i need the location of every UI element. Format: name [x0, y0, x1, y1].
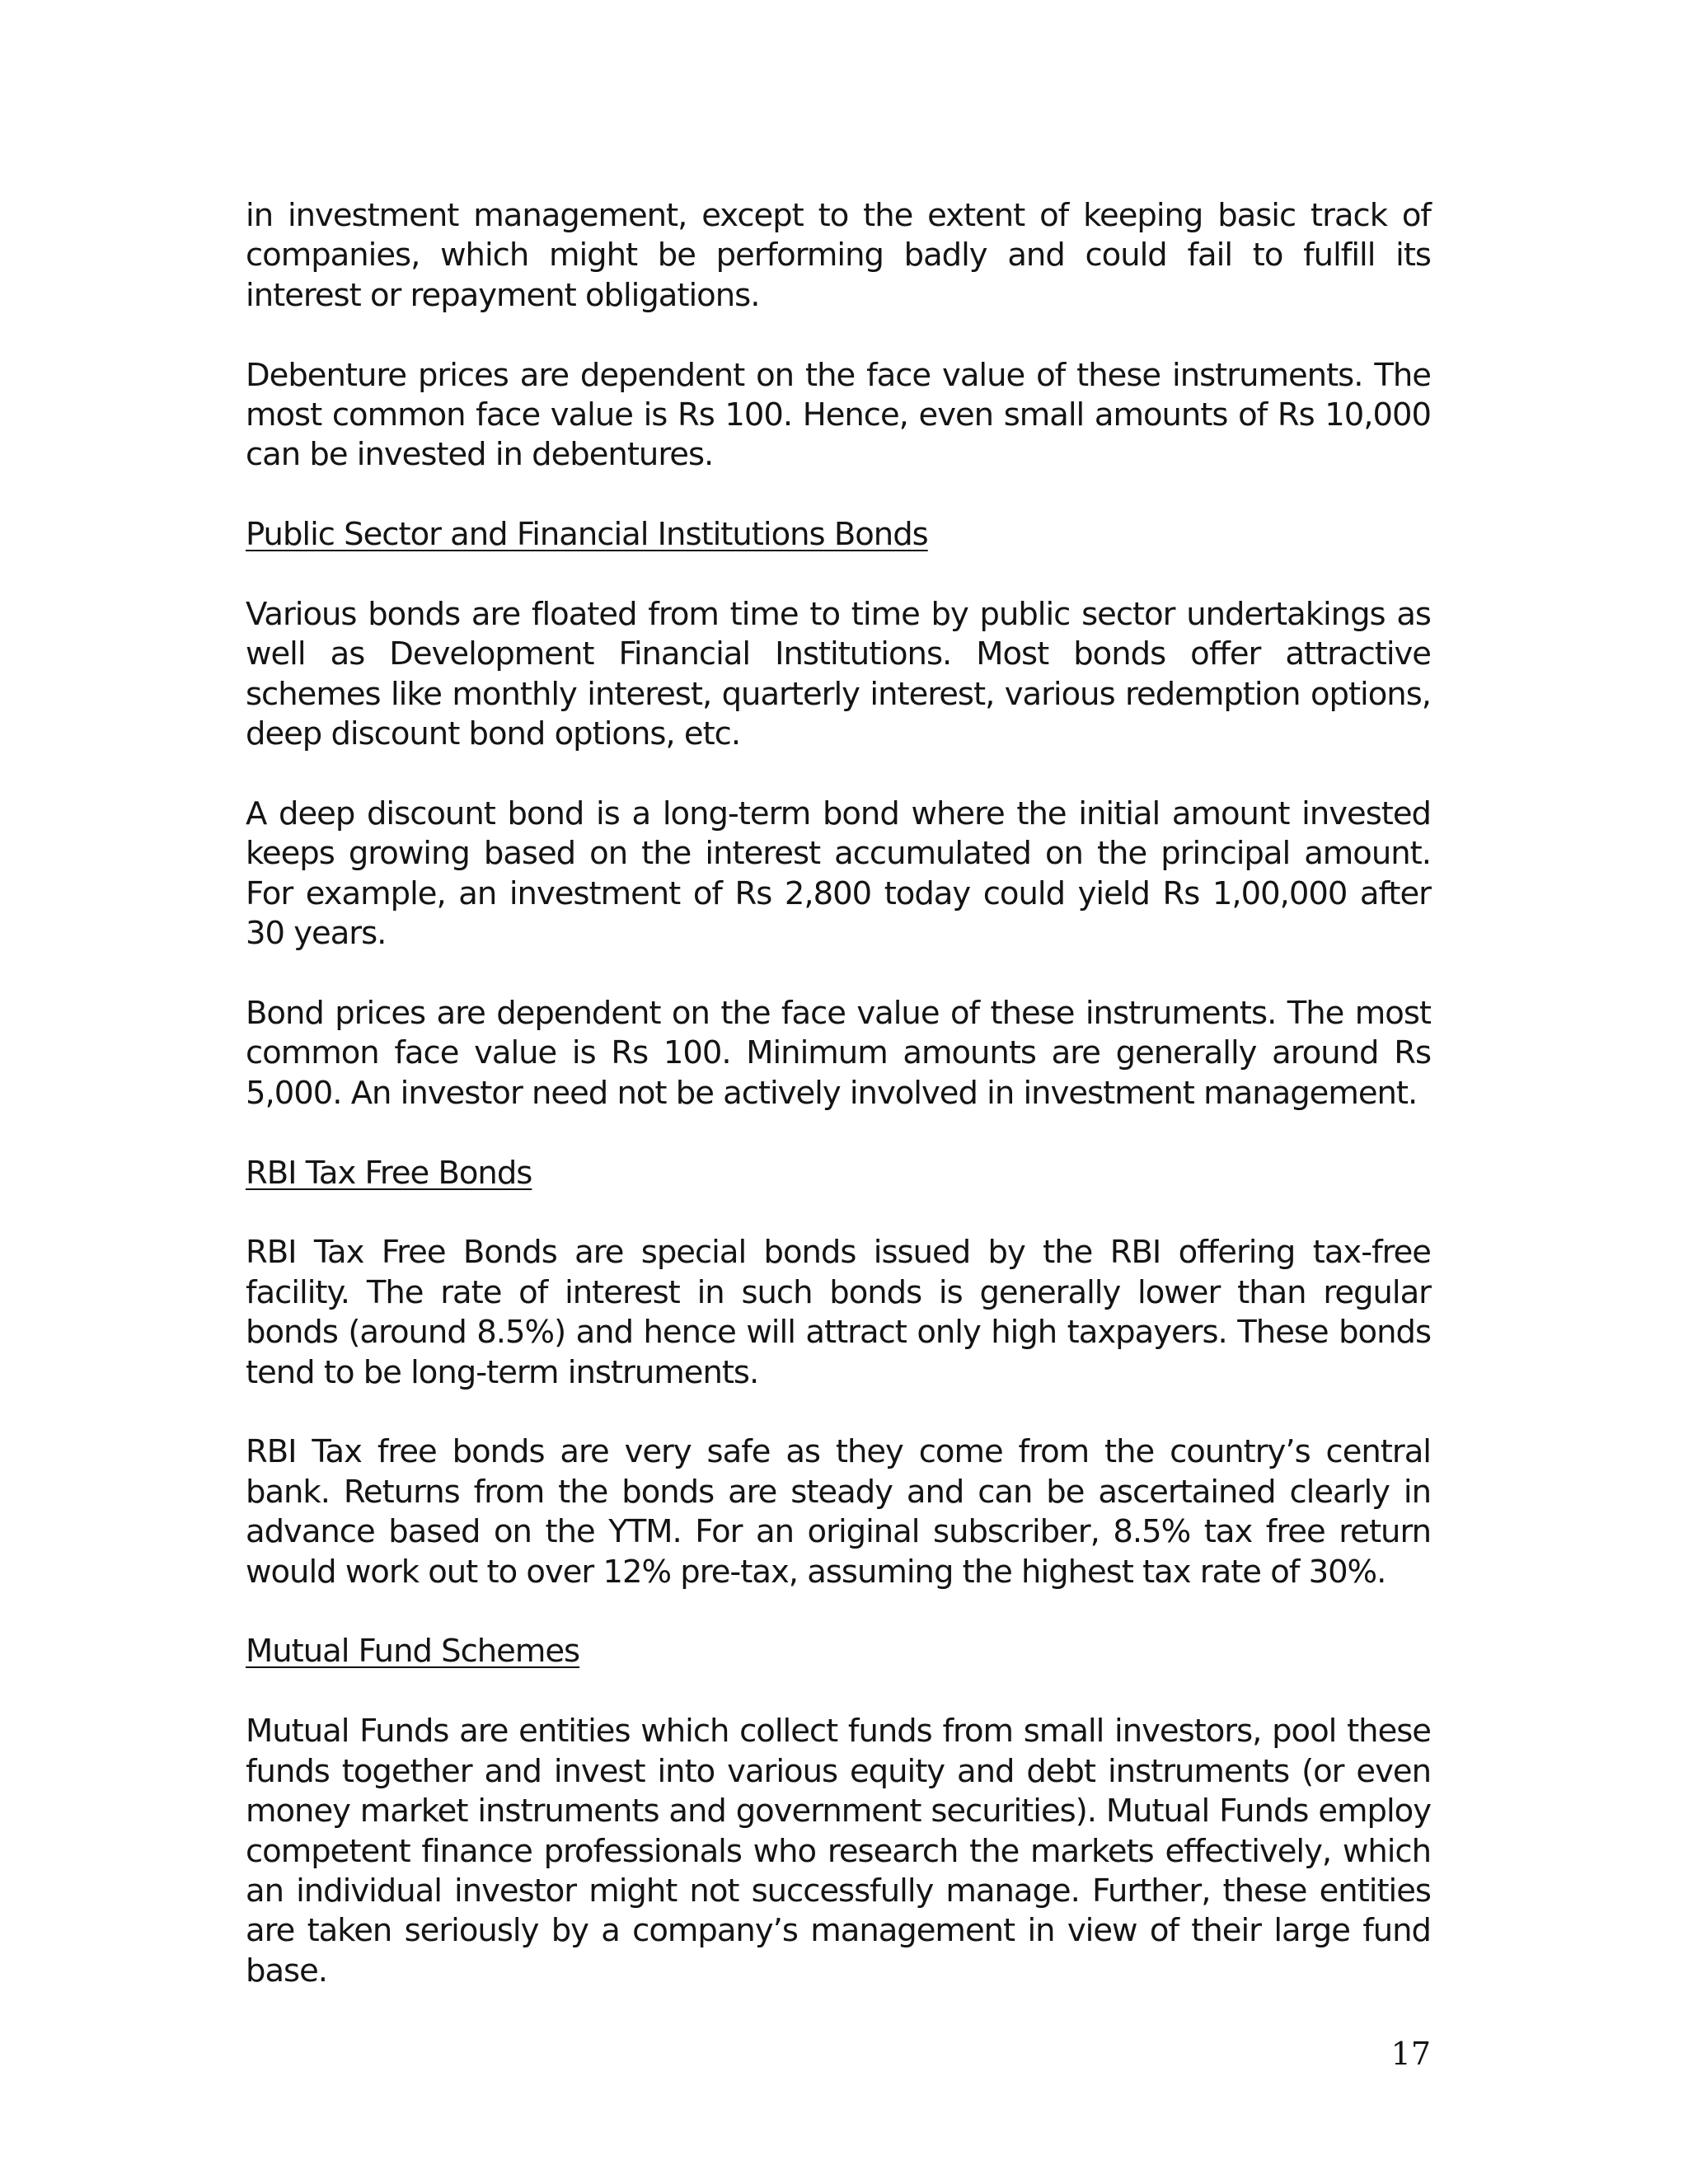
page-content	[246, 196, 1431, 2032]
paragraph-various-bonds: Various bonds are floated from time to time by public sector undertakings as well as Development Financial Institutions. Most bonds offer attractive schemes like monthly interest, quarterly interest, various redemption options, deep discount bond options, etc.	[246, 596, 1431, 753]
paragraph-bond-prices: Bond prices are dependent on the face value of these instruments. The most common face value is Rs 100. Minimum amounts are generally around Rs 5,000. An investor need not be actively involved in investment management.	[246, 995, 1431, 1112]
paragraph-rbi-safety: RBI Tax free bonds are very safe as they come from the country’s central bank. Returns from the bonds are steady and can be ascertained clearly in advance based on the YTM. For an original subscriber, 8.5% tax free return would work out to over 12% pre-tax, assuming the highest tax rate of 30%.	[246, 1433, 1431, 1591]
heading-public-sector-bonds: Public Sector and Financial Institutions Bonds	[246, 516, 928, 554]
heading-mutual-fund-schemes: Mutual Fund Schemes	[246, 1633, 580, 1671]
heading-rbi-tax-free-bonds: RBI Tax Free Bonds	[246, 1154, 532, 1192]
paragraph-mutual-funds: Mutual Funds are entities which collect funds from small investors, pool these funds together and invest into various equity and debt instruments (or even money market instruments and government securities). Mutual Funds employ competent finance professionals who research the markets effectively, which an individual investor might not successfully manage. Further, these entities are taken seriously by a company’s management in view of their large fund base.	[246, 1713, 1431, 1990]
page-number: 17	[1390, 2036, 1431, 2072]
paragraph-deep-discount-bond: A deep discount bond is a long-term bond where the initial amount invested keeps growing based on the interest accumulated on the principal amount. For example, an investment of Rs 2,800 today could yield Rs 1,00,000 after 30 years.	[246, 795, 1431, 953]
paragraph-continuation: in investment management, except to the extent of keeping basic track of companies, which might be performing badly and could fail to fulfill its interest or repayment obligations.	[246, 197, 1431, 314]
paragraph-rbi-special-bonds: RBI Tax Free Bonds are special bonds issued by the RBI offering tax-free facility. The rate of interest in such bonds is generally lower than regular bonds (around 8.5%) and hence will attract only high taxpayers. These bonds tend to be long-term instruments.	[246, 1234, 1431, 1391]
paragraph-debenture-prices: Debenture prices are dependent on the face value of these instruments. The most common face value is Rs 100. Hence, even small amounts of Rs 10,000 can be invested in debentures.	[246, 356, 1431, 474]
